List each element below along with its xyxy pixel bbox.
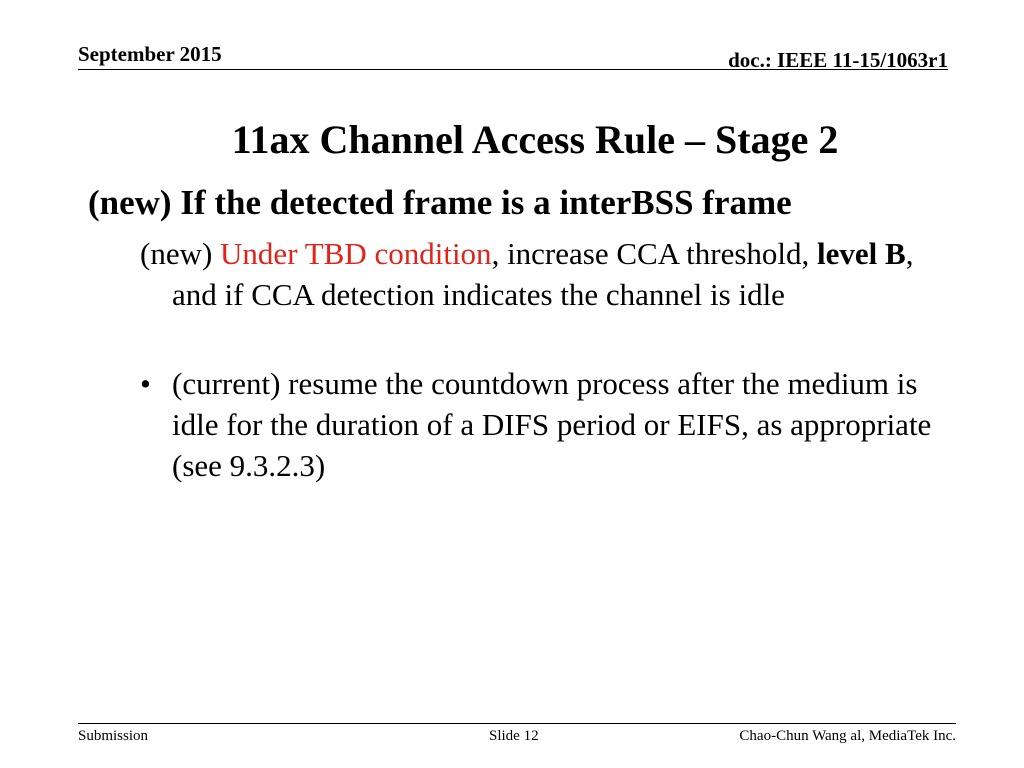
level1-heading: (new) If the detected frame is a interBSS frame [88, 183, 792, 222]
header-doc-id: doc.: IEEE 11-15/1063r1 [728, 48, 948, 72]
footer-divider [78, 723, 956, 724]
level2-suffix: , and if CCA detection indicates the channel is idle [172, 236, 914, 312]
bullet-text: (current) resume the countdown process after the medium is idle for the duration of a DIFS period or EIFS, as appropriate (see 9.3.2.3) [172, 366, 932, 483]
slide-title: 11ax Channel Access Rule – Stage 2 [231, 117, 839, 162]
level2-bold-term: level B [817, 236, 906, 271]
footer-author: Chao-Chun Wang al, MediaTek Inc. [739, 728, 956, 744]
bullet-item [140, 363, 962, 486]
level2-paragraph [140, 233, 962, 315]
bullet-marker: • [140, 366, 151, 401]
header-date: September 2015 [78, 42, 222, 66]
footer-slide-number: Slide 12 [489, 728, 539, 744]
header-divider [78, 69, 948, 70]
level2-condition: Under TBD condition [220, 236, 492, 271]
footer-submission: Submission [78, 728, 149, 744]
level2-mid: , increase CCA threshold, [491, 236, 818, 271]
level2-prefix: (new) [140, 236, 221, 271]
